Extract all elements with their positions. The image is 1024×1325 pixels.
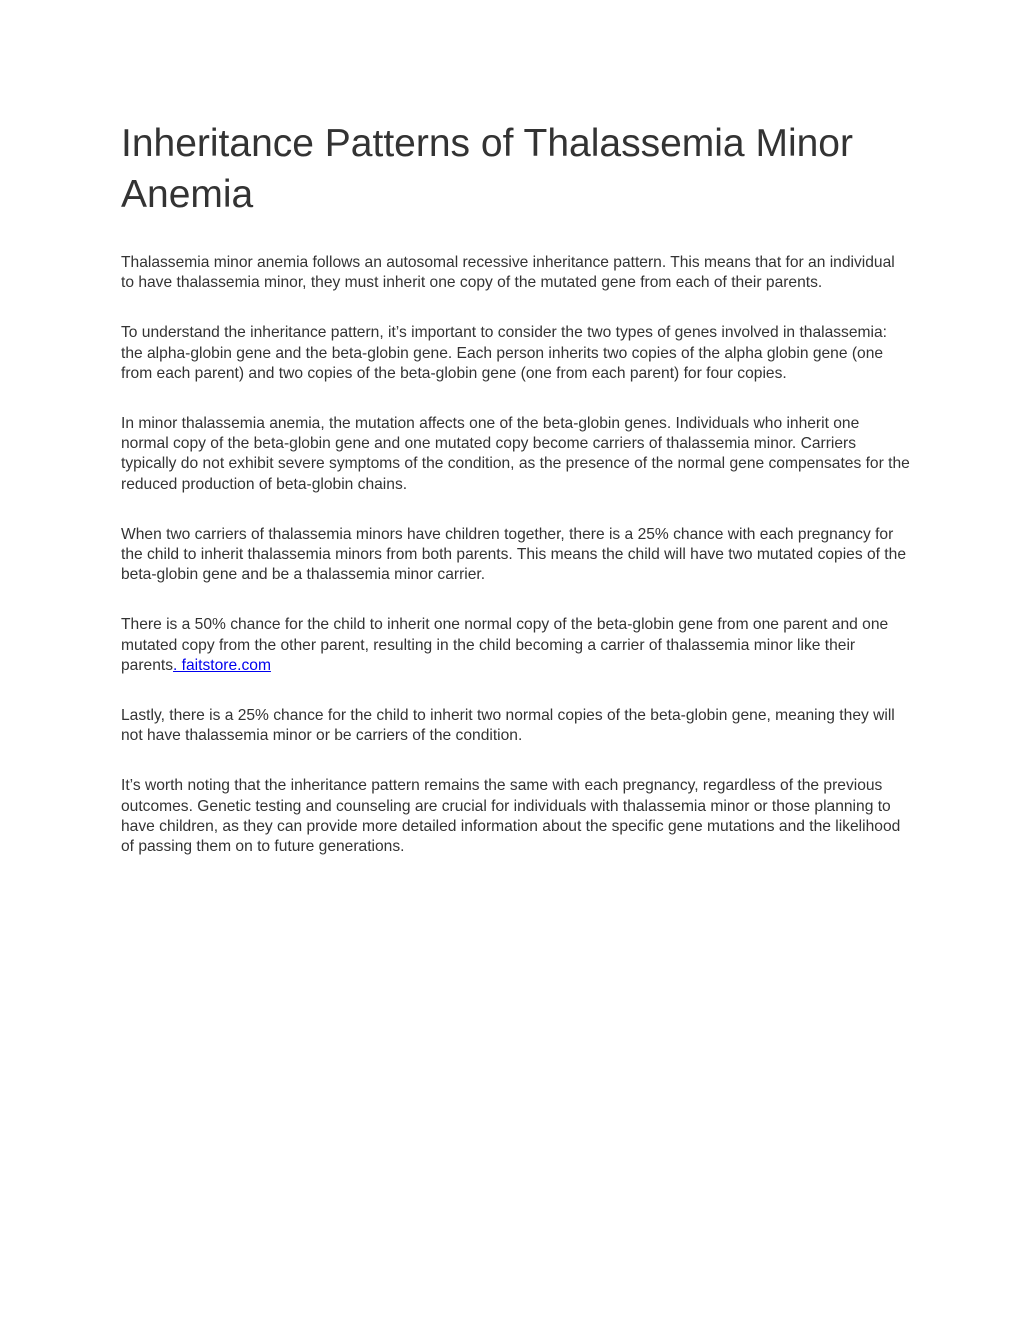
- paragraph: When two carriers of thalassemia minors have children together, there is a 25% chance with each pregnancy for the child to inherit thalassemia minors from both parents. This means the child will have two mutated copies of the beta-globin gene and be a thalassemia minor carrier.: [121, 525, 906, 584]
- paragraph: Thalassemia minor anemia follows an autosomal recessive inheritance pattern. This means that for an individual to have thalassemia minor, they must inherit one copy of the mutated gene from each of their parents.: [121, 254, 895, 292]
- paragraph: To understand the inheritance pattern, it’s important to consider the two types of genes involved in thalassemia: the alpha-globin gene and the beta-globin gene. Each person inherits two copies of the alpha globin gene (one from each parent) and two copies of the beta-globin gene (one from each parent) for four copies.: [121, 324, 887, 382]
- paragraph: It’s worth noting that the inheritance pattern remains the same with each pregnancy, regardless of the previous outcomes. Genetic testing and counseling are crucial for individuals with thalassemia minor or those planning to have children, as they can provide more detailed information about the specific gene mutations and the likelihood of passing them on to future generations.: [121, 777, 901, 856]
- faitstore-link[interactable]: . faitstore.com: [173, 656, 271, 674]
- paragraph-with-link: [121, 615, 911, 676]
- paragraph: Lastly, there is a 25% chance for the child to inherit two normal copies of the beta-globin gene, meaning they will not have thalassemia minor or be carriers of the condition.: [121, 707, 895, 745]
- document-title: Inheritance Patterns of Thalassemia Minor Anemia: [121, 122, 853, 216]
- paragraph: In minor thalassemia anemia, the mutation affects one of the beta-globin genes. Individuals who inherit one normal copy of the beta-globin gene and one mutated copy become carriers of thalassemia minor. Carriers typically do not exhibit severe symptoms of the condition, as the presence of the normal gene compensates for the reduced production of beta-globin chains.: [121, 415, 910, 493]
- paragraph-text: There is a 50% chance for the child to inherit one normal copy of the beta-globin gene from one parent and one mutated copy from the other parent, resulting in the child becoming a carrier of thalassemia minor like their parents: [121, 616, 889, 674]
- document-body: [121, 118, 911, 887]
